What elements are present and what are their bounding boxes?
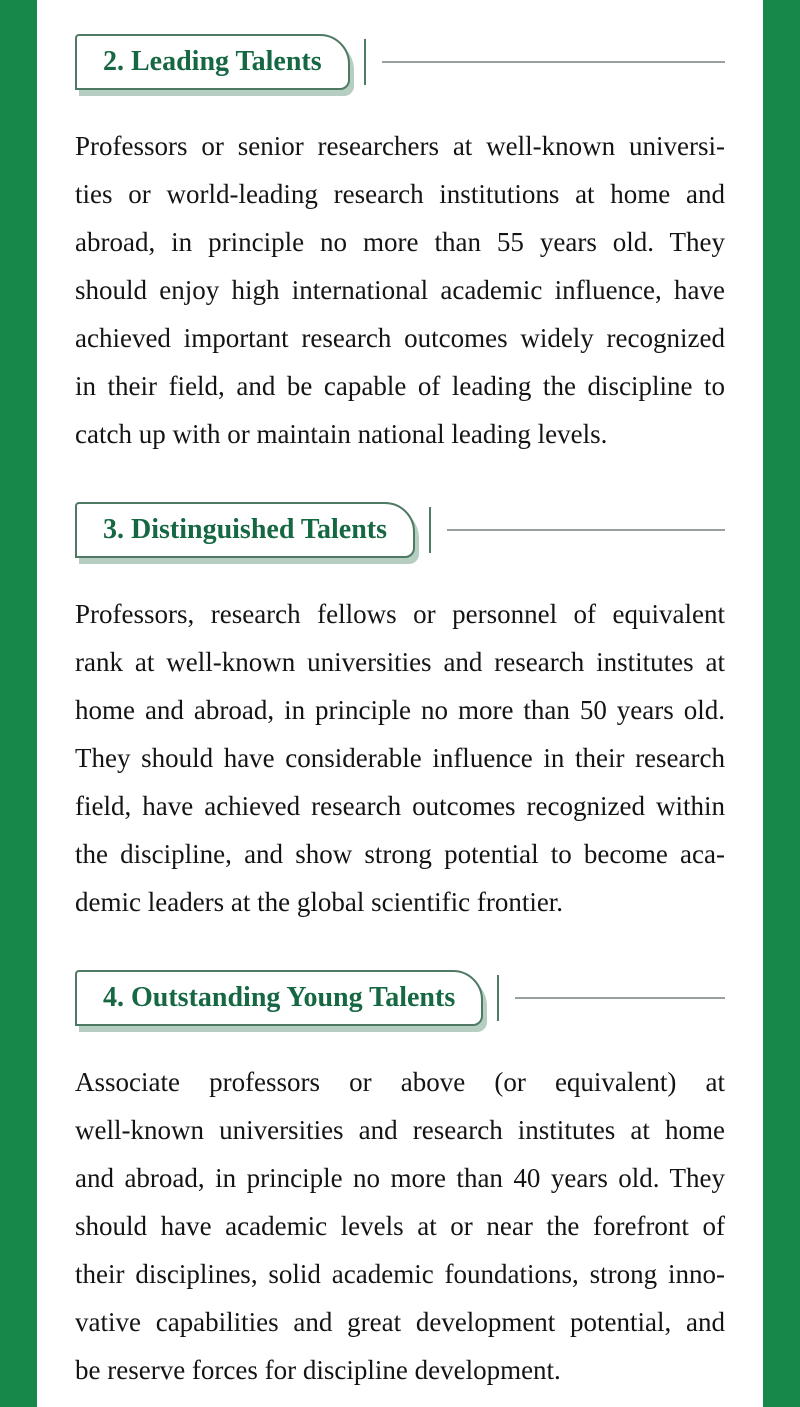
paragraph-line: Professors or senior researchers at well-known universi- — [75, 131, 725, 161]
section-header-outstanding-young-talents — [75, 969, 725, 1027]
heading-text: 3. Distinguished Talents — [103, 514, 387, 545]
article-content — [37, 0, 763, 1407]
paragraph-line: field, have achieved research outcomes recognized within — [75, 791, 725, 821]
paragraph-line: home and abroad, in principle no more than 50 years old. — [75, 695, 725, 725]
paragraph-line: well-known universities and research institutes at home — [75, 1115, 725, 1145]
paragraph-line: Associate professors or above (or equivalent) at — [75, 1067, 725, 1097]
left-green-bar — [0, 0, 37, 1407]
paragraph-line: be reserve forces for discipline development. — [75, 1355, 561, 1385]
heading-text: 4. Outstanding Young Talents — [103, 982, 456, 1013]
heading-box — [75, 34, 350, 90]
paragraph-line: abroad, in principle no more than 55 years old. They — [75, 227, 725, 257]
paragraph-leading-talents — [75, 122, 725, 458]
paragraph-line: the discipline, and show strong potential to become aca- — [75, 839, 725, 869]
divider-tick — [429, 507, 431, 553]
paragraph-line: should enjoy high international academic influence, have — [75, 275, 725, 305]
paragraph-line: Professors, research fellows or personnel of equivalent — [75, 599, 725, 629]
paragraph-line: should have academic levels at or near the forefront of — [75, 1211, 725, 1241]
heading-text: 2. Leading Talents — [103, 46, 322, 77]
paragraph-distinguished-talents — [75, 590, 725, 926]
divider-tick — [364, 39, 366, 85]
paragraph-line: and abroad, in principle no more than 40 years old. They — [75, 1163, 725, 1193]
paragraph-line: in their field, and be capable of leading the discipline to — [75, 371, 725, 401]
paragraph-line: demic leaders at the global scientific frontier. — [75, 887, 564, 917]
section-header-distinguished-talents — [75, 501, 725, 559]
section-header-leading-talents — [75, 33, 725, 91]
paragraph-line: rank at well-known universities and research institutes at — [75, 647, 725, 677]
paragraph-line: ties or world-leading research institutions at home and — [75, 179, 725, 209]
paragraph-outstanding-young-talents — [75, 1058, 725, 1394]
divider-tick — [497, 975, 499, 1021]
divider-rule — [447, 529, 725, 531]
divider-rule — [515, 997, 725, 999]
heading-box — [75, 970, 483, 1026]
paragraph-line: catch up with or maintain national leading levels. — [75, 419, 608, 449]
divider-rule — [382, 61, 725, 63]
right-green-bar — [763, 0, 800, 1407]
paragraph-line: their disciplines, solid academic foundations, strong inno- — [75, 1259, 725, 1289]
paragraph-line: vative capabilities and great development potential, and — [75, 1307, 725, 1337]
paragraph-line: achieved important research outcomes widely recognized — [75, 323, 725, 353]
paragraph-line: They should have considerable influence in their research — [75, 743, 725, 773]
heading-box — [75, 502, 415, 558]
